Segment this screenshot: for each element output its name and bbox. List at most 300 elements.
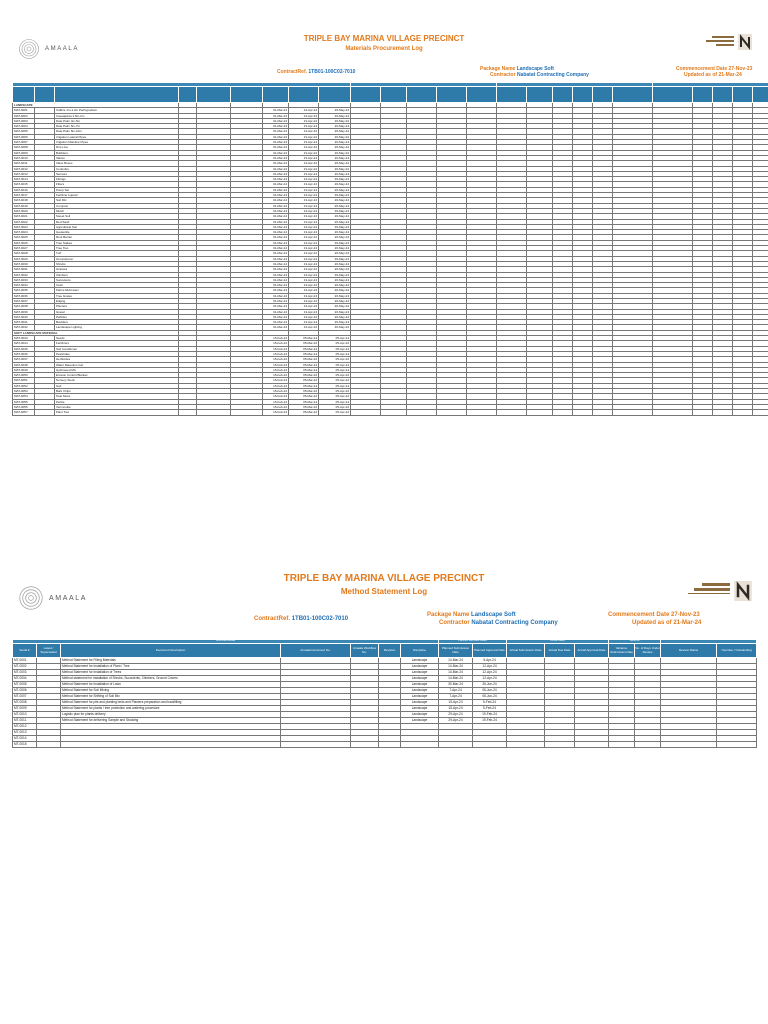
table-cell: Fittings — [55, 177, 179, 182]
mpl-column-header — [437, 87, 467, 103]
table-cell: 13-Apr-24 — [289, 320, 319, 325]
table-cell: Landscape — [401, 694, 439, 700]
table-cell: 7-Apr-24 — [439, 694, 473, 700]
table-cell: MAT-0042 — [13, 325, 35, 330]
table-cell: MT-0008 — [13, 700, 37, 706]
table-cell: 01-Mar-24 — [263, 325, 289, 330]
table-cell: 26-Jun-24 — [473, 682, 507, 688]
table-cell: Date Palm 8m-10m — [55, 129, 179, 134]
table-cell — [467, 410, 497, 415]
table-cell: MAT-0021 — [13, 214, 35, 219]
table-cell: 15-Feb-24 — [263, 389, 289, 394]
table-cell: 15-Feb-24 — [263, 399, 289, 404]
table-cell: Method Statement for Shifting of Soil Mix — [61, 694, 281, 700]
table-cell: Pump Set — [55, 187, 179, 192]
table-cell: 13-Apr-24 — [289, 288, 319, 293]
table-cell: MAT-0031 — [13, 267, 35, 272]
table-cell — [635, 742, 661, 748]
table-cell: Soil Conditioner — [55, 346, 179, 351]
table-cell: Valve Boxes — [55, 161, 179, 166]
mpl-column-header — [13, 87, 35, 103]
table-cell: Nursery Stock — [55, 378, 179, 383]
table-cell: Landscape — [401, 664, 439, 670]
table-cell: Landscape — [401, 718, 439, 724]
table-cell: 20-May-24 — [319, 293, 351, 298]
table-cell: 01-Mar-24 — [263, 155, 289, 160]
table-cell: 13-Apr-24 — [289, 187, 319, 192]
table-cell: Agricultural Soil — [55, 224, 179, 229]
table-cell: 20-May-24 — [319, 193, 351, 198]
table-cell: 20-May-24 — [319, 261, 351, 266]
table-cell: MT-0005 — [13, 682, 37, 688]
table-cell: 13-Apr-24 — [289, 272, 319, 277]
table-cell: MAT-0032 — [13, 272, 35, 277]
table-cell: MAT-0027 — [13, 246, 35, 251]
table-cell: MAT-0004 — [13, 124, 35, 129]
table-cell: Method Statement for plants / tree protection and watering procedure — [61, 706, 281, 712]
mpl-column-header — [55, 87, 179, 103]
table-cell: 15-Feb-24 — [263, 357, 289, 362]
table-cell: MT-0006 — [13, 688, 37, 694]
table-cell — [661, 742, 717, 748]
table-cell: 14-Mar-24 — [439, 658, 473, 664]
table-cell: Fertilizer Injector — [55, 193, 179, 198]
table-cell: MAT-0048 — [13, 362, 35, 367]
table-cell: 05-Mar-24 — [289, 399, 319, 404]
table-cell — [37, 742, 61, 748]
table-cell — [575, 742, 609, 748]
table-cell: 20-May-24 — [319, 145, 351, 150]
table-cell: Peat Moss — [55, 394, 179, 399]
amaala-brand-text: AMAALA — [45, 46, 79, 52]
table-cell: Method statement for installation of Shrubs, Succulents, Climbers, Ground Covers — [61, 676, 281, 682]
table-cell: MAT-0029 — [13, 256, 35, 261]
table-cell: 01-Mar-24 — [263, 272, 289, 277]
table-cell: Planters — [55, 304, 179, 309]
contractor — [490, 72, 589, 78]
table-cell: 20-May-24 — [319, 224, 351, 229]
table-cell: 20-May-24 — [319, 267, 351, 272]
table-cell: Landscape — [401, 688, 439, 694]
table-cell: 15-Feb-24 — [263, 404, 289, 409]
table-cell: 05-Mar-24 — [289, 341, 319, 346]
msl-group-variance: Variance — [609, 640, 661, 644]
table-cell: 13-Apr-24 — [289, 256, 319, 261]
table-cell — [653, 410, 693, 415]
table-cell: 20-May-24 — [319, 256, 351, 261]
table-cell: Shrubs — [55, 261, 179, 266]
table-cell: 13-Apr-24 — [289, 304, 319, 309]
table-cell: 13-Apr-24 — [289, 314, 319, 319]
commencement-label: Commencement Date — [676, 66, 728, 72]
table-cell: 01-Mar-24 — [263, 124, 289, 129]
msl-column-header: Discipline — [401, 644, 439, 658]
updated-as-of — [632, 620, 701, 626]
table-cell: 05-Mar-24 — [289, 378, 319, 383]
table-cell: 20-May-24 — [319, 314, 351, 319]
table-cell: Tree Stakes — [55, 240, 179, 245]
table-cell: Sensors — [55, 171, 179, 176]
mpl-column-header — [653, 87, 693, 103]
table-cell: MAT-0006 — [13, 134, 35, 139]
mpl-column-header-row — [13, 87, 768, 103]
table-cell: Bark Chips — [55, 389, 179, 394]
table-cell: 01-Mar-24 — [263, 314, 289, 319]
table-cell: 05-Mar-24 — [289, 373, 319, 378]
table-cell: MAT-0017 — [13, 193, 35, 198]
table-cell: MAT-0057 — [13, 410, 35, 415]
arabic-wordmark — [688, 581, 730, 594]
table-cell: Controller — [55, 166, 179, 171]
project-title: TRIPLE BAY MARINA VILLAGE PRECINCT — [303, 34, 465, 43]
table-cell: 20-May-24 — [319, 325, 351, 330]
table-cell: Date Palm 6m-7m — [55, 124, 179, 129]
table-cell: MAT-0040 — [13, 314, 35, 319]
table-cell: 01-Mar-24 — [263, 140, 289, 145]
table-cell: 20-May-24 — [319, 235, 351, 240]
table-cell: 13-Apr-24 — [289, 224, 319, 229]
package-label: Package Name — [480, 66, 516, 72]
table-cell: Grasses — [55, 267, 179, 272]
table-cell: Method Statement for Installation of Plant / Tree — [61, 664, 281, 670]
table-cell: 13-Apr-24 — [289, 203, 319, 208]
msl-column-header: Overdue / Outstanding — [717, 644, 757, 658]
table-cell: 13-Apr-24 — [289, 283, 319, 288]
table-cell: MT-0004 — [13, 676, 37, 682]
table-cell: 13-Apr-24 — [289, 113, 319, 118]
table-cell — [179, 410, 197, 415]
table-cell: Method Statement for Soil Mixing — [61, 688, 281, 694]
table-cell: 20-May-24 — [319, 219, 351, 224]
table-cell: 05-Apr-24 — [319, 341, 351, 346]
table-cell — [35, 410, 55, 415]
contractor-value: Nabatat Contracting Company — [516, 72, 589, 78]
table-cell: Seeds — [55, 336, 179, 341]
table-cell: Geotextile — [55, 230, 179, 235]
table-cell: Irrigation Lateral Pipes — [55, 134, 179, 139]
msl-column-header: Actual Due Date — [545, 644, 575, 658]
table-cell: SOFT LANDSCAPE MATERIAL — [13, 330, 179, 335]
table-cell: 13-Apr-24 — [289, 150, 319, 155]
table-cell: 20-May-24 — [319, 283, 351, 288]
contract-ref-value: 1TB01-100C02-7010 — [308, 69, 356, 75]
table-cell: 20-May-24 — [319, 113, 351, 118]
table-cell: 20-May-24 — [319, 118, 351, 123]
method-statement-table — [12, 639, 757, 748]
table-cell: Landscape — [401, 706, 439, 712]
table-cell: 01-Mar-24 — [263, 177, 289, 182]
mpl-column-header — [263, 87, 289, 103]
table-cell: MAT-0053 — [13, 389, 35, 394]
table-cell: MT-0009 — [13, 706, 37, 712]
table-cell: MT-0012 — [13, 724, 37, 730]
mpl-column-header — [753, 87, 768, 103]
table-cell: Tree Grates — [55, 293, 179, 298]
table-cell: 20-May-24 — [319, 320, 351, 325]
table-cell: 15-Feb-24 — [263, 367, 289, 372]
msl-column-header: Latest / Superseded — [37, 644, 61, 658]
table-cell: 5-Feb-24 — [473, 700, 507, 706]
table-cell: 15-Feb-24 — [263, 351, 289, 356]
table-cell: MAT-0002 — [13, 113, 35, 118]
table-cell: 05-Apr-24 — [319, 351, 351, 356]
table-cell: Palms Multi-stem — [55, 288, 179, 293]
table-cell: Landscape — [401, 700, 439, 706]
table-cell: 20-May-24 — [319, 166, 351, 171]
table-cell: 13-Apr-24 — [289, 155, 319, 160]
table-cell: Landscape — [401, 676, 439, 682]
msl-header — [12, 573, 756, 613]
table-cell — [381, 410, 407, 415]
table-cell: MAT-0007 — [13, 140, 35, 145]
table-cell: 13-Apr-24 — [289, 208, 319, 213]
amaala-brand-text: AMAALA — [49, 594, 87, 602]
table-cell: 15-Feb-24 — [263, 373, 289, 378]
table-cell: 01-Mar-24 — [263, 187, 289, 192]
nabatat-n-logo-icon — [738, 34, 752, 50]
table-cell: 05-Mar-24 — [289, 346, 319, 351]
table-cell: 13-Apr-24 — [289, 235, 319, 240]
table-cell: MAT-0035 — [13, 288, 35, 293]
table-cell: 05-Mar-24 — [289, 351, 319, 356]
mpl-column-header — [733, 87, 753, 103]
table-cell: MAT-0014 — [13, 177, 35, 182]
msl-column-header: Amaala Document No. — [281, 644, 351, 658]
table-cell: 05-Apr-24 — [319, 357, 351, 362]
table-cell: Groundcover — [55, 256, 179, 261]
contract-ref — [254, 616, 348, 622]
table-cell: MAT-0046 — [13, 351, 35, 356]
table-cell — [553, 410, 573, 415]
table-cell: Date Palm 4m-5m — [55, 118, 179, 123]
msl-meta-line — [12, 613, 756, 639]
table-cell: 01-Mar-24 — [263, 193, 289, 198]
table-cell: Drip Line — [55, 145, 179, 150]
table-row — [13, 410, 768, 415]
msl-column-header: Planned Approval Date — [473, 644, 507, 658]
table-cell: MT-0010 — [13, 712, 37, 718]
table-cell: MT-0014 — [13, 736, 37, 742]
table-cell: Method Statement for delivering Sample and Stocking — [61, 718, 281, 724]
table-cell: 19-Feb-24 — [473, 712, 507, 718]
table-cell: MAT-0019 — [13, 203, 35, 208]
table-cell: 15-Feb-24 — [263, 362, 289, 367]
table-cell: 01-Mar-24 — [263, 304, 289, 309]
table-cell: Vermiculite — [55, 404, 179, 409]
table-cell: MAT-0036 — [13, 293, 35, 298]
table-cell: 15-Feb-24 — [263, 346, 289, 351]
table-cell: Sweet Soil — [55, 214, 179, 219]
table-cell: 20-May-24 — [319, 203, 351, 208]
contractor-value: Nabatat Contracting Company — [471, 620, 558, 626]
table-cell: 01-Mar-24 — [263, 267, 289, 272]
table-cell: 01-Mar-24 — [263, 166, 289, 171]
table-cell: Compost — [55, 203, 179, 208]
table-cell: 13-Apr-24 — [289, 251, 319, 256]
table-cell: 5-Apr-24 — [473, 658, 507, 664]
table-cell: Landscape — [401, 658, 439, 664]
table-cell — [593, 410, 613, 415]
table-cell: 20-May-24 — [319, 240, 351, 245]
table-cell: Water Retention Gel — [55, 362, 179, 367]
mpl-column-header — [527, 87, 553, 103]
table-cell: Erosion Control Blanket — [55, 373, 179, 378]
msl-group-actual-dates: Actual Dates — [507, 640, 609, 644]
table-cell: MAT-0008 — [13, 145, 35, 150]
table-cell: 05-Apr-24 — [319, 410, 351, 415]
table-cell: Landscape — [401, 712, 439, 718]
table-cell: Gravel — [55, 309, 179, 314]
mpl-column-header — [407, 87, 437, 103]
table-cell: Boulders — [55, 320, 179, 325]
commencement-value: 27-Nov-23 — [671, 612, 700, 618]
table-cell: 13-Apr-24 — [289, 177, 319, 182]
table-cell: MAT-0015 — [13, 182, 35, 187]
table-cell: 01-Mar-24 — [263, 150, 289, 155]
table-row — [13, 742, 757, 748]
table-cell: 5-Feb-24 — [473, 706, 507, 712]
updated-label: Updated as of — [684, 72, 718, 78]
contractor — [439, 620, 558, 626]
table-cell: 20-May-24 — [319, 246, 351, 251]
table-cell: 13-Apr-24 — [289, 198, 319, 203]
table-cell: 01-Mar-24 — [263, 129, 289, 134]
table-cell: 20-May-24 — [319, 309, 351, 314]
table-cell: 05-Apr-24 — [319, 378, 351, 383]
table-cell: 13-Apr-24 — [289, 129, 319, 134]
table-cell: MT-0002 — [13, 664, 37, 670]
table-cell: 15-Apr-24 — [439, 700, 473, 706]
mpl-meta-line — [12, 68, 756, 82]
msl-table-body — [13, 658, 757, 748]
msl-column-header: Planned Submission Date — [439, 644, 473, 658]
table-cell: 01-Mar-24 — [263, 161, 289, 166]
table-cell: 05-Apr-24 — [319, 373, 351, 378]
table-cell: 05-Apr-24 — [319, 399, 351, 404]
table-cell: MAT-0045 — [13, 346, 35, 351]
package-value: Landscape Soft — [471, 612, 516, 618]
table-cell: 13-Apr-24 — [289, 124, 319, 129]
table-cell: Pesticides — [55, 351, 179, 356]
table-cell: 15-Feb-24 — [263, 341, 289, 346]
table-cell: MAT-0050 — [13, 373, 35, 378]
table-cell: 19-Feb-24 — [473, 718, 507, 724]
table-cell: Edging — [55, 298, 179, 303]
table-cell: 01-Mar-24 — [263, 261, 289, 266]
table-cell: 14-Mar-24 — [439, 676, 473, 682]
mpl-column-header — [713, 87, 733, 103]
table-cell: 01-Mar-24 — [263, 108, 289, 113]
mpl-column-header — [35, 87, 55, 103]
log-subtitle: Materials Procurement Log — [345, 46, 423, 52]
table-cell: 20-May-24 — [319, 134, 351, 139]
table-cell — [753, 410, 768, 415]
table-cell: Soil Mix — [55, 198, 179, 203]
table-cell: Valves — [55, 155, 179, 160]
table-cell: MAT-0009 — [13, 150, 35, 155]
table-cell — [497, 410, 527, 415]
table-cell: 01-Mar-24 — [263, 171, 289, 176]
table-cell — [473, 742, 507, 748]
table-cell: MAT-0030 — [13, 261, 35, 266]
table-cell: Red Sand — [55, 219, 179, 224]
table-cell: Fertilizers — [55, 341, 179, 346]
table-cell: Tree Ties — [55, 246, 179, 251]
table-cell: Plant Ties — [55, 410, 179, 415]
mpl-column-header — [613, 87, 653, 103]
table-cell — [527, 410, 553, 415]
contract-ref-label: ContractRef. — [254, 616, 291, 622]
table-cell: 01-Mar-24 — [263, 182, 289, 187]
msl-column-header: Document Description — [61, 644, 281, 658]
package-value: Landscape Soft — [516, 66, 554, 72]
table-cell: 13-Apr-24 — [289, 277, 319, 282]
table-cell: 01-Mar-24 — [263, 256, 289, 261]
contractor-logo — [706, 34, 752, 50]
mpl-column-header — [179, 87, 197, 103]
table-cell: Method Statement for Installation of Trees — [61, 670, 281, 676]
updated-value: 21-Mar-24 — [718, 72, 742, 78]
table-cell: MAT-0010 — [13, 155, 35, 160]
project-title: TRIPLE BAY MARINA VILLAGE PRECINCT — [283, 573, 485, 584]
table-cell — [613, 410, 653, 415]
table-cell: Logistic plan for plants delivery — [61, 712, 281, 718]
table-cell: Irrigation Mainline Pipes — [55, 140, 179, 145]
msl-group-submittal-details: Submittal Details — [13, 640, 439, 644]
table-cell: MAT-0055 — [13, 399, 35, 404]
table-cell — [401, 742, 439, 748]
table-cell: 20-May-24 — [319, 230, 351, 235]
table-cell: 06-Jun-24 — [473, 688, 507, 694]
table-cell: 05-Mar-24 — [289, 389, 319, 394]
table-cell: MT-0003 — [13, 670, 37, 676]
table-cell: Method Statement for pits and planting beds and Planters preparation and backfilling — [61, 700, 281, 706]
table-cell: MAT-0018 — [13, 198, 35, 203]
table-cell: 01-Mar-24 — [263, 208, 289, 213]
table-cell: 20-May-24 — [319, 277, 351, 282]
table-cell: 01-Mar-24 — [263, 240, 289, 245]
table-cell — [61, 742, 281, 748]
table-cell: 01-Mar-24 — [263, 251, 289, 256]
table-cell: 01-Mar-24 — [263, 198, 289, 203]
table-cell: 05-Mar-24 — [289, 362, 319, 367]
table-cell: 01-Mar-24 — [263, 230, 289, 235]
table-cell: 15-Apr-24 — [439, 706, 473, 712]
msl-column-header: Actual Approval Date — [575, 644, 609, 658]
table-cell: MAT-0003 — [13, 118, 35, 123]
table-cell: 20-May-24 — [319, 155, 351, 160]
table-cell: 14-Mar-24 — [439, 670, 473, 676]
table-cell: MT-0007 — [13, 694, 37, 700]
table-cell: 15-Feb-24 — [263, 383, 289, 388]
table-cell — [197, 410, 231, 415]
commencement-date — [608, 612, 700, 618]
table-cell: 20-May-24 — [319, 298, 351, 303]
table-cell: MAT-0016 — [13, 187, 35, 192]
mpl-header — [12, 34, 756, 68]
table-cell: 30-Mar-24 — [439, 682, 473, 688]
table-cell: 29-Apr-24 — [439, 718, 473, 724]
mpl-table-body — [13, 103, 768, 416]
table-cell: 01-Mar-24 — [263, 277, 289, 282]
table-cell: Mulch — [55, 208, 179, 213]
table-cell: 20-May-24 — [319, 304, 351, 309]
table-cell: 20-May-24 — [319, 108, 351, 113]
mpl-column-header — [593, 87, 613, 103]
table-cell: MAT-0024 — [13, 230, 35, 235]
table-cell — [351, 742, 379, 748]
log-subtitle: Method Statement Log — [340, 587, 428, 596]
